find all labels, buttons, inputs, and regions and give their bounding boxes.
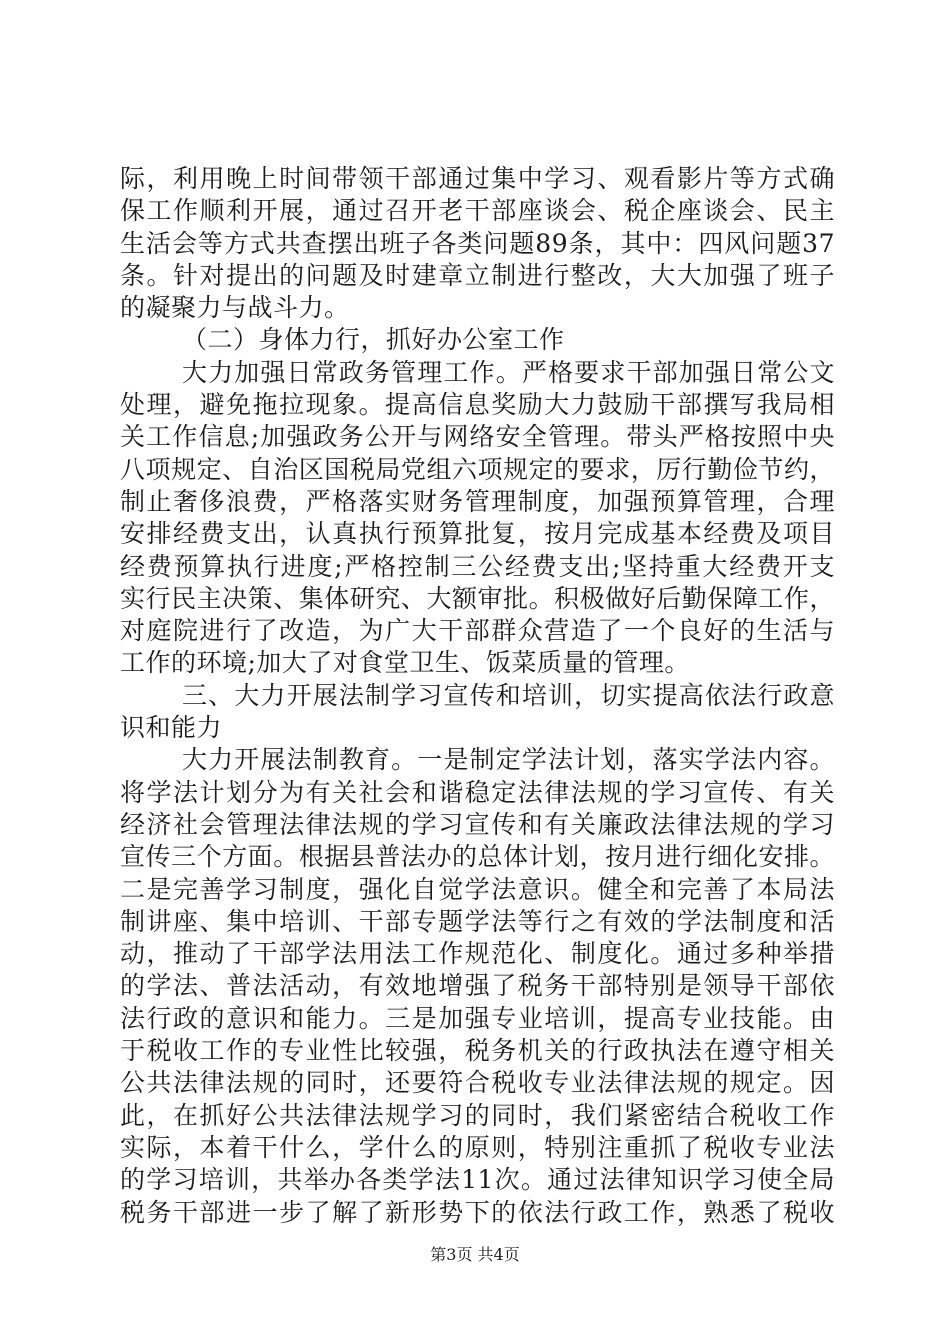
text-line: 识和能力 [120,713,223,743]
text-line: （二）身体力行，抓好办公室工作 [182,325,565,355]
text-line: 条。针对提出的问题及时建章立制进行整改，大大加强了班子 [120,260,835,290]
text-line: 三、大力开展法制学习宣传和培训，切实提高依法行政意 [182,680,835,710]
text-line: 经费预算执行进度;严格控制三公经费支出;坚持重大经费开支 [120,551,835,581]
text-line: 工作的环境;加大了对食堂卫生、饭菜质量的管理。 [120,648,690,678]
text-line: 税务干部进一步了解了新形势下的依法行政工作，熟悉了税收 [120,1197,835,1227]
text-line: 法行政的意识和能力。三是加强专业培训，提高专业技能。由 [120,1003,835,1033]
text-line: 二是完善学习制度，强化自觉学法意识。健全和完善了本局法 [120,874,835,904]
page-footer: 第3页 共4页 [430,1245,520,1264]
text-line: 动，推动了干部学法用法工作规范化、制度化。通过多种举措 [120,939,835,969]
text-line: 的凝聚力与战斗力。 [120,293,350,323]
text-line: 关工作信息;加强政务公开与网络安全管理。带头严格按照中央 [120,422,835,452]
text-line: 对庭院进行了改造，为广大干部群众营造了一个良好的生活与 [120,616,835,646]
text-line: 公共法律法规的同时，还要符合税收专业法律法规的规定。因 [120,1068,835,1098]
text-line: 制讲座、集中培训、干部专题学法等行之有效的学法制度和活 [120,906,835,936]
text-line: 处理，避免拖拉现象。提高信息奖励大力鼓励干部撰写我局相 [120,390,835,420]
text-line: 的学习培训，共举办各类学法11次。通过法律知识学习使全局 [120,1165,835,1195]
text-line: 大力开展法制教育。一是制定学法计划，落实学法内容。 [182,745,835,775]
text-line: 八项规定、自治区国税局党组六项规定的要求，厉行勤俭节约， [120,454,835,484]
text-line: 实行民主决策、集体研究、大额审批。积极做好后勤保障工作， [120,583,835,613]
text-line: 于税收工作的专业性比较强，税务机关的行政执法在遵守相关 [120,1036,835,1066]
text-line: 大力加强日常政务管理工作。严格要求干部加强日常公文 [182,357,835,387]
text-line: 制止奢侈浪费，严格落实财务管理制度，加强预算管理，合理 [120,486,835,516]
text-line: 际，利用晚上时间带领干部通过集中学习、观看影片等方式确 [120,164,835,193]
document-body [120,163,835,1229]
text-line: 生活会等方式共查摆出班子各类问题89条，其中：四风问题37 [120,228,835,258]
text-line: 保工作顺利开展，通过召开老干部座谈会、税企座谈会、民主 [120,196,835,226]
text-line: 的学法、普法活动，有效地增强了税务干部特别是领导干部依 [120,971,835,1001]
text-line: 此，在抓好公共法律法规学习的同时，我们紧密结合税收工作 [120,1100,835,1130]
text-line: 安排经费支出，认真执行预算批复，按月完成基本经费及项目 [120,519,835,549]
text-line: 将学法计划分为有关社会和谐稳定法律法规的学习宣传、有关 [120,777,835,807]
text-line: 经济社会管理法律法规的学习宣传和有关廉政法律法规的学习 [120,809,835,839]
text-line: 实际，本着干什么，学什么的原则，特别注重抓了税收专业法 [120,1132,835,1162]
text-line: 宣传三个方面。根据县普法办的总体计划，按月进行细化安排。 [120,842,835,872]
